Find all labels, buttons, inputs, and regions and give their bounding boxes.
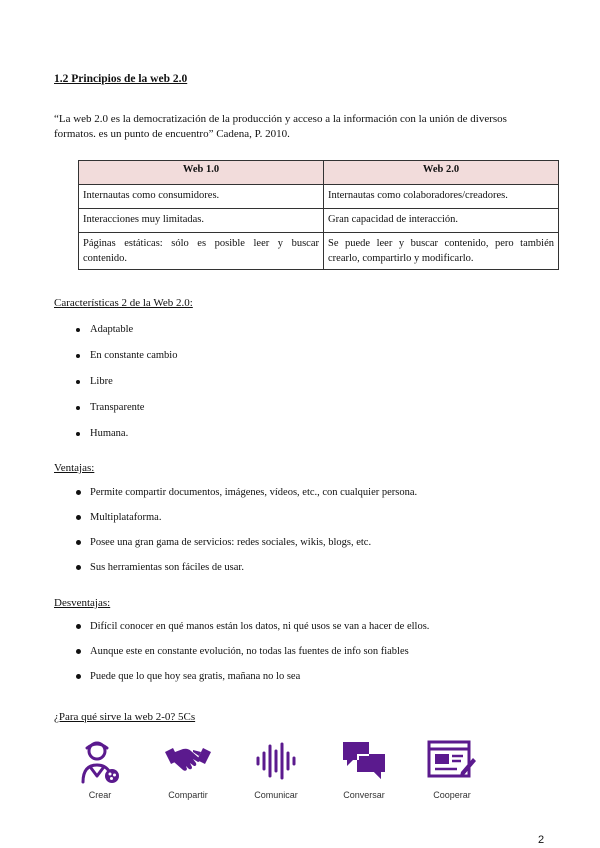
- list-item: Aunque este en constante evolución, no todas las fuentes de info son fiables: [54, 645, 429, 670]
- table-cell: Se puede leer y buscar contenido, pero también crearlo, compartirlo y modificarlo.: [324, 233, 559, 270]
- list-item: Sus herramientas son fáciles de usar.: [54, 561, 417, 586]
- table-header-web1: Web 1.0: [79, 161, 324, 185]
- desventajas-title: Desventajas:: [54, 597, 111, 609]
- caracteristicas-list: [54, 323, 177, 453]
- bullet-icon: [76, 515, 81, 520]
- conversar-item: [324, 738, 404, 800]
- bullet-icon: [76, 649, 81, 654]
- conversar-label: Conversar: [343, 790, 385, 800]
- browser-edit-icon: [427, 738, 477, 784]
- compartir-item: [148, 738, 228, 800]
- section-heading: 1.2 Principios de la web 2.0: [54, 73, 188, 85]
- crear-label: Crear: [88, 790, 112, 800]
- list-item: Difícil conocer en qué manos están los datos, ni qué usos se van a hacer de ellos.: [54, 620, 429, 645]
- table-cell: Gran capacidad de interacción.: [324, 209, 559, 233]
- bullet-icon: [76, 354, 80, 358]
- cooperar-label: Cooperar: [433, 790, 471, 800]
- comunicar-label: Comunicar: [254, 790, 298, 800]
- desventajas-list: [54, 620, 429, 695]
- cooperar-item: [412, 738, 492, 800]
- bullet-icon: [76, 624, 81, 629]
- list-item: Puede que lo que hoy sea gratis, mañana no lo sea: [54, 670, 429, 695]
- handshake-icon: [163, 738, 213, 784]
- bullet-icon: [76, 328, 80, 332]
- table-row: [79, 233, 559, 270]
- bullet-icon: [76, 490, 81, 495]
- table-cell: Internautas como consumidores.: [79, 185, 324, 209]
- comparison-table: [78, 160, 559, 270]
- list-item: En constante cambio: [54, 349, 177, 375]
- page-number: 2: [538, 834, 545, 846]
- bullet-icon: [76, 565, 81, 570]
- table-row: [79, 209, 559, 233]
- creator-icon: [77, 738, 123, 784]
- list-item: Permite compartir documentos, imágenes, vídeos, etc., con cualquier persona.: [54, 486, 417, 511]
- bullet-icon: [76, 380, 80, 384]
- crear-item: [60, 738, 140, 800]
- table-row: [79, 185, 559, 209]
- caracteristicas-title: Características 2 de la Web 2.0:: [54, 297, 193, 309]
- chat-bubbles-icon: [341, 738, 387, 784]
- quote-paragraph: “La web 2.0 es la democratización de la producción y acceso a la información con la unión de diversos formatos. es un punto de encuentro” Cadena, P. 2010.: [54, 113, 507, 140]
- para-que-title: ¿Para qué sirve la web 2-0? 5Cs: [54, 711, 196, 723]
- list-item: Posee una gran gama de servicios: redes sociales, wikis, blogs, etc.: [54, 536, 417, 561]
- list-item: Humana.: [54, 427, 177, 453]
- list-item: Transparente: [54, 401, 177, 427]
- ventajas-list: [54, 486, 417, 586]
- list-item: Multiplataforma.: [54, 511, 417, 536]
- table-header-row: [79, 161, 559, 185]
- ventajas-title: Ventajas:: [54, 462, 95, 474]
- table-header-web2: Web 2.0: [324, 161, 559, 185]
- compartir-label: Compartir: [168, 790, 208, 800]
- bullet-icon: [76, 432, 80, 436]
- table-cell: Interacciones muy limitadas.: [79, 209, 324, 233]
- list-item: Libre: [54, 375, 177, 401]
- table-cell: Internautas como colaboradores/creadores.: [324, 185, 559, 209]
- list-item: Adaptable: [54, 323, 177, 349]
- bullet-icon: [76, 674, 81, 679]
- soundwave-icon: [253, 738, 299, 784]
- table-cell: Páginas estáticas: sólo es posible leer y buscar contenido.: [79, 233, 324, 270]
- five-cs-icons: [60, 738, 520, 800]
- bullet-icon: [76, 406, 80, 410]
- comunicar-item: [236, 738, 316, 800]
- bullet-icon: [76, 540, 81, 545]
